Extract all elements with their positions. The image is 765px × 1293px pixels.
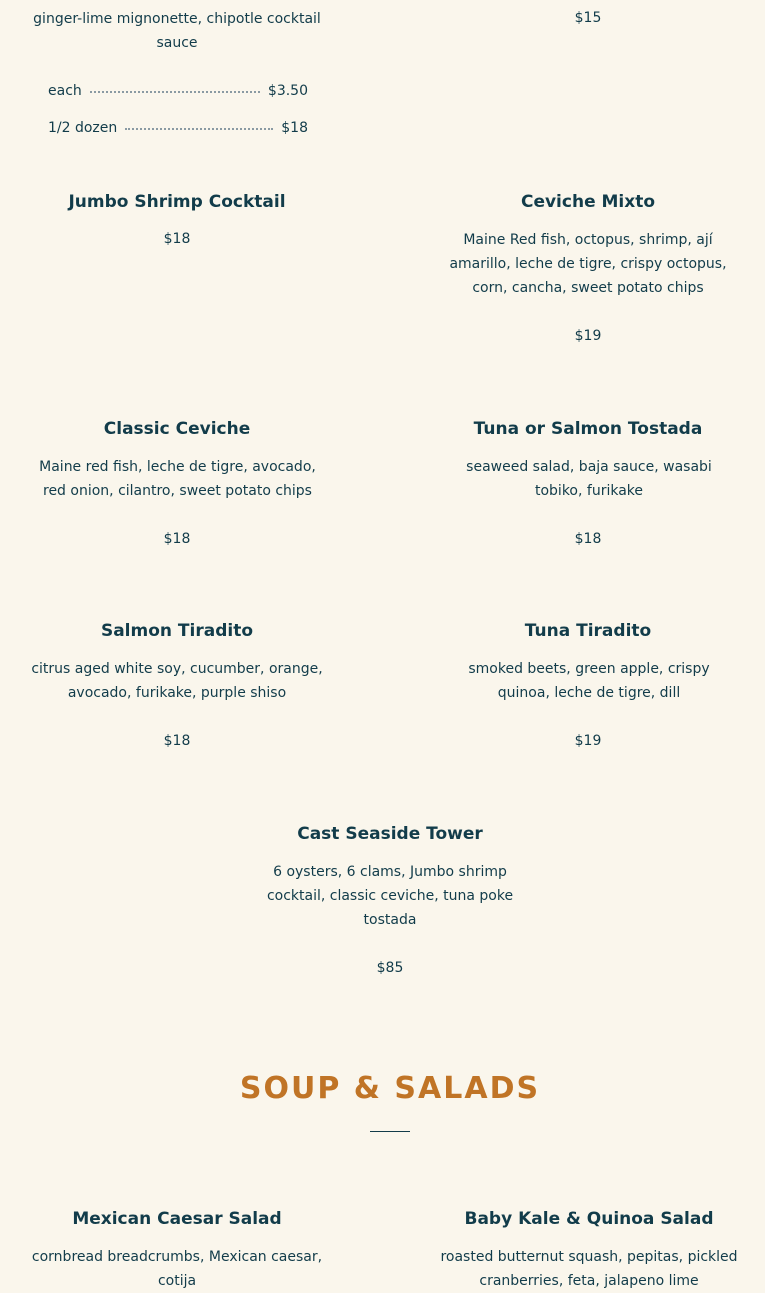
item-price: $85 — [376, 960, 404, 976]
item-price: $19 — [574, 733, 602, 749]
option-price: $18 — [281, 120, 308, 136]
item-description: roasted butternut squash, pepitas, pickled cranberries, feta, jalapeno lime — [440, 1249, 738, 1289]
item-title: Jumbo Shrimp Cocktail — [68, 192, 286, 212]
option-label: 1/2 dozen — [48, 120, 118, 136]
item-title: Baby Kale & Quinoa Salad — [464, 1209, 714, 1229]
item-title: Ceviche Mixto — [520, 192, 656, 212]
item-price: $18 — [163, 231, 191, 247]
item-price: $18 — [163, 733, 191, 749]
item-title: Classic Ceviche — [103, 419, 251, 439]
dot-leader — [90, 91, 260, 93]
section-heading: SOUP & SALADS — [239, 1071, 541, 1106]
item-description: 6 oysters, 6 clams, Jumbo shrimp cocktail, classic ceviche, tuna poke tostada — [266, 864, 514, 928]
item-description: Maine Red fish, octopus, shrimp, ají amarillo, leche de tigre, crispy octopus, corn, cancha, sweet potato chips — [449, 232, 727, 296]
option-price: $3.50 — [267, 83, 308, 99]
item-price: $18 — [163, 531, 191, 547]
item-description: seaweed salad, baja sauce, wasabi tobiko, furikake — [466, 459, 712, 499]
item-description: smoked beets, green apple, crispy quinoa, leche de tigre, dill — [468, 661, 710, 701]
item-description: citrus aged white soy, cucumber, orange, avocado, furikake, purple shiso — [31, 661, 323, 701]
price-option-row — [48, 118, 308, 138]
dot-leader — [125, 128, 273, 130]
item-title: Tuna or Salmon Tostada — [473, 419, 703, 439]
item-title: Salmon Tiradito — [100, 621, 254, 641]
item-price: $19 — [574, 328, 602, 344]
option-label: each — [48, 83, 82, 99]
item-price: $18 — [574, 531, 602, 547]
item-description: Maine red fish, leche de tigre, avocado, red onion, cilantro, sweet potato chips — [39, 459, 316, 499]
item-price: $15 — [574, 10, 602, 26]
item-description: cornbread breadcrumbs, Mexican caesar, cotija — [31, 1249, 323, 1289]
item-title: Cast Seaside Tower — [297, 824, 483, 844]
price-option-row — [48, 81, 308, 101]
section-divider — [370, 1131, 410, 1132]
item-title: Tuna Tiradito — [524, 621, 652, 641]
item-description: ginger-lime mignonette, chipotle cocktail sauce — [33, 11, 321, 51]
item-title: Mexican Caesar Salad — [72, 1209, 282, 1229]
